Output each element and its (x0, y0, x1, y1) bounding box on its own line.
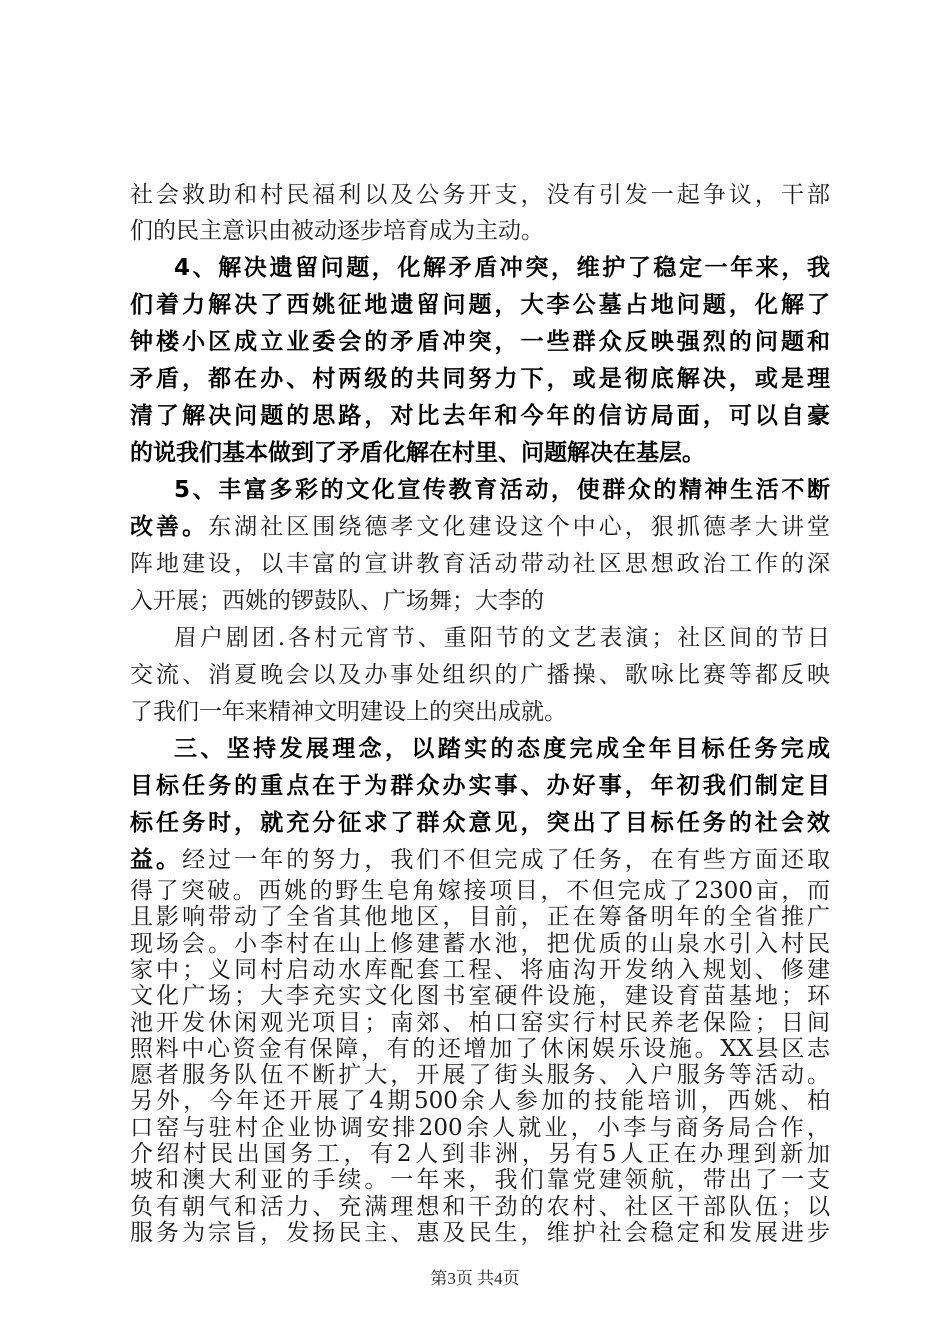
paragraph-5-line-9: 文化广场；大李充实文化图书室硬件设施，建设育苗基地；环 (130, 983, 830, 1009)
paragraph-2-line-4: 矛盾，都在办、村两级的共同努力下，或是彻底解决，或是理 (130, 366, 830, 392)
paragraph-3-line-1: 5、丰富多彩的文化宣传教育活动，使群众的精神生活不断 (174, 477, 830, 503)
paragraph-3-line-3: 阵地建设，以丰富的宣讲教育活动带动社区思想政治工作的深 (130, 551, 830, 577)
paragraph-5-line-4 (130, 841, 830, 879)
paragraph-5-line-5: 得了突破。西姚的野生皂角嫁接项目，不但完成了2300亩，而 (130, 878, 830, 904)
paragraph-3-line-2-normal: 东湖社区围绕德孝文化建设这个中心，狠抓德孝大讲堂 (208, 514, 831, 540)
paragraph-2-line-6: 的说我们基本做到了矛盾化解在村里、问题解决在基层。 (130, 440, 705, 466)
paragraph-2-line-2: 们着力解决了西姚征地遗留问题，大李公墓占地问题，化解了 (130, 292, 830, 318)
paragraph-5-line-4-bold: 益。 (130, 847, 183, 873)
paragraph-3-line-2-bold: 改善。 (130, 514, 209, 540)
paragraph-5-line-12: 愿者服务队伍不断扩大，开展了街头服务、入户服务等活动。 (130, 1062, 830, 1088)
paragraph-4-line-2: 交流、消夏晚会以及办事处组织的广播操、歌咏比赛等都反映 (130, 662, 830, 688)
paragraph-5-line-16: 坡和澳大利亚的手续。一年来，我们靠党建领航，带出了一支 (130, 1167, 830, 1193)
paragraph-5-line-11: 照料中心资金有保障，有的还增加了休闲娱乐设施。XX县区志 (130, 1036, 830, 1062)
paragraph-4-line-1: 眉户剧团.各村元宵节、重阳节的文艺表演；社区间的节日 (174, 625, 830, 651)
paragraph-2-line-1: 4、解决遗留问题，化解矛盾冲突，维护了稳定一年来，我 (174, 255, 830, 281)
paragraph-1-line-2: 们的民主意识由被动逐步培育成为主动。 (130, 218, 544, 244)
paragraph-5-line-7: 现场会。小李村在山上修建蓄水池，把优质的山泉水引入村民 (130, 931, 830, 957)
paragraph-3-line-2 (130, 508, 830, 546)
paragraph-5-line-3: 标任务时，就充分征求了群众意见，突出了目标任务的社会效 (130, 810, 830, 836)
paragraph-5-line-17: 负有朝气和活力、充满理想和干劲的农村、社区干部队伍；以 (130, 1194, 830, 1220)
paragraph-2-line-5: 清了解决问题的思路，对比去年和今年的信访局面，可以自豪 (130, 403, 830, 429)
paragraph-5-line-2: 目标任务的重点在于为群众办实事、办好事，年初我们制定目 (130, 773, 830, 799)
paragraph-5-line-4-normal: 经过一年的努力，我们不但完成了任务，在有些方面还取 (182, 847, 831, 873)
paragraph-5-line-15: 介绍村民出国务工，有2人到非洲，另有5人正在办理到新加 (130, 1141, 830, 1167)
paragraph-1-line-1: 社会救助和村民福利以及公务开支，没有引发一起争议，干部 (130, 182, 830, 208)
paragraph-5-line-18: 服务为宗旨，发扬民主、惠及民生，维护社会稳定和发展进步 (130, 1220, 830, 1246)
paragraph-5-line-13: 另外，今年还开展了4期500余人参加的技能培训，西姚、柏 (130, 1088, 830, 1114)
paragraph-5-line-1: 三、坚持发展理念，以踏实的态度完成全年目标任务完成 (174, 736, 830, 762)
paragraph-5-line-6: 且影响带动了全省其他地区，目前，正在筹备明年的全省推广 (130, 904, 830, 930)
paragraph-4-line-3: 了我们一年来精神文明建设上的突出成就。 (130, 699, 567, 725)
paragraph-3-line-4: 入开展；西姚的锣鼓队、广场舞；大李的 (130, 588, 544, 614)
paragraph-5-line-14: 口窑与驻村企业协调安排200余人就业，小李与商务局合作， (130, 1115, 830, 1141)
paragraph-5-line-8: 家中；义同村启动水库配套工程、将庙沟开发纳入规划、修建 (130, 957, 830, 983)
page-number-footer: 第3页 共4页 (430, 1269, 520, 1288)
paragraph-2-line-3: 钟楼小区成立业委会的矛盾冲突，一些群众反映强烈的问题和 (130, 329, 830, 355)
paragraph-5-line-10: 池开发休闲观光项目；南郊、柏口窑实行村民养老保险；日间 (130, 1010, 830, 1036)
